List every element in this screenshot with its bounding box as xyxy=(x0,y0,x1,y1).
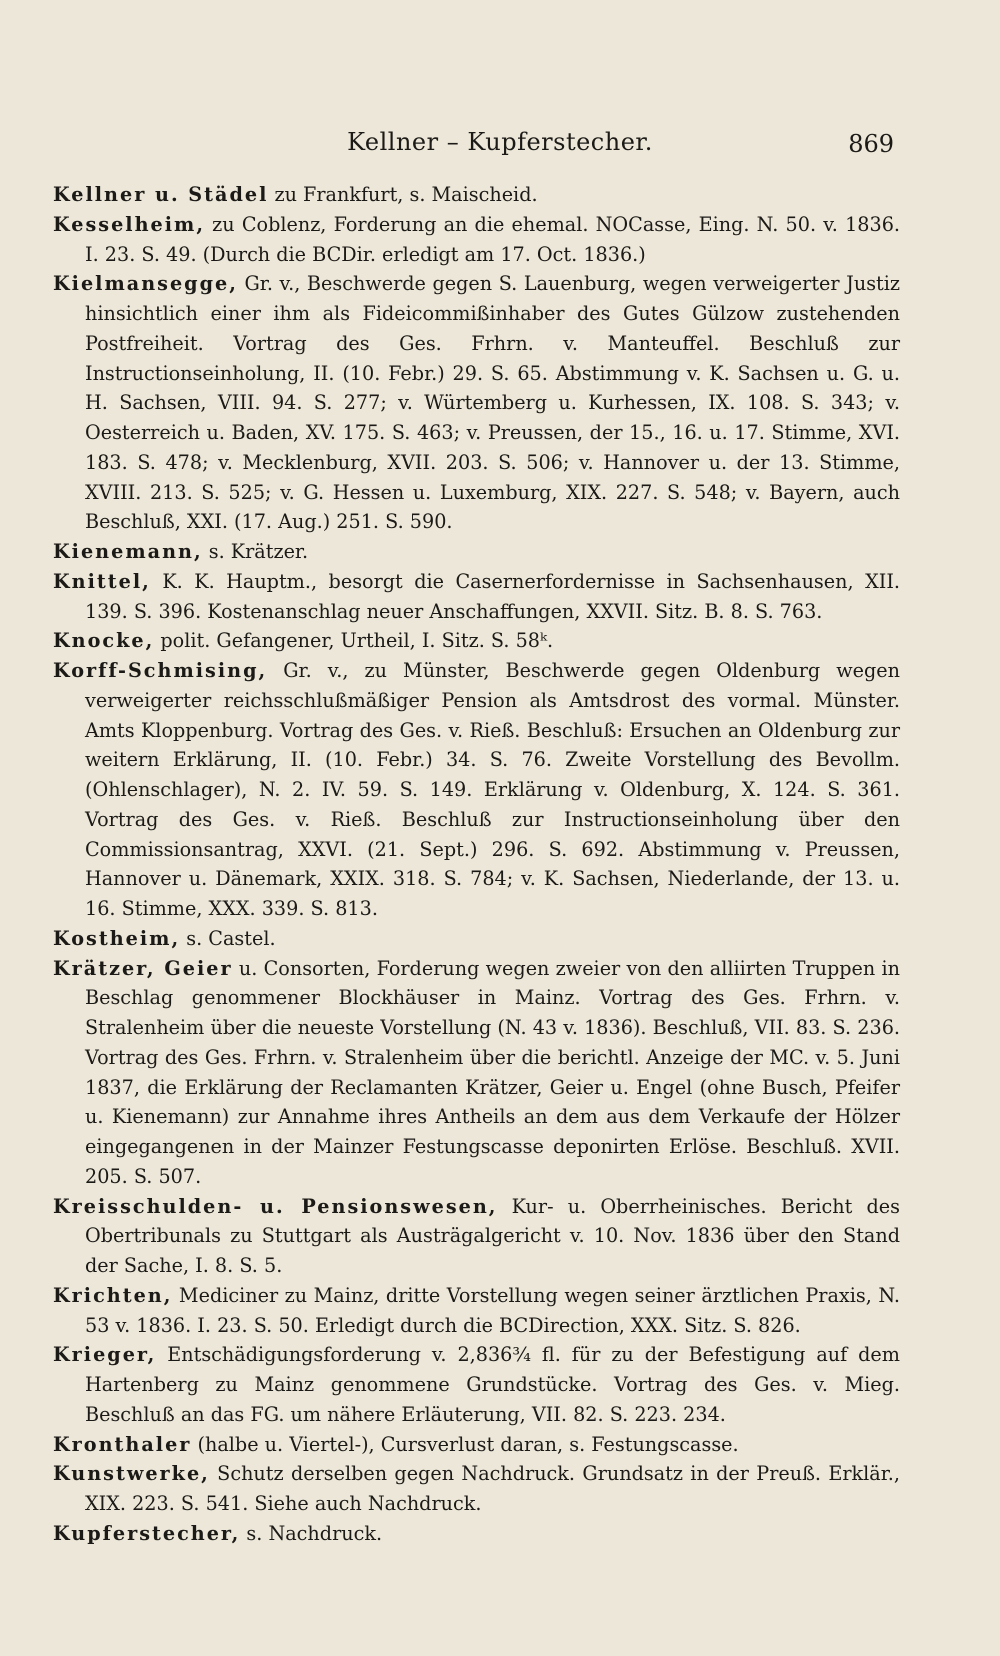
entry-headword: Kellner u. Städel xyxy=(53,183,269,206)
entry-headword: Kreisschulden- u. Pensionswesen, xyxy=(53,1194,498,1218)
entry-headword: Kielmansegge, xyxy=(53,272,238,296)
page-number: 869 xyxy=(848,130,894,158)
entry-text: Schutz derselben gegen Nachdruck. Grundsatz in der Preuß. Erklär., XIX. 223. S. 541. Siehe auch Nachdruck. xyxy=(85,1462,900,1515)
entry-text: u. Consorten, Forderung wegen zweier von den alliirten Truppen in Beschlag genommener Blockhäuser in Mainz. Vortrag des Ges. Frhrn. v. Stralenheim über die neueste Vorstellung (N. 43 v. 1836). Beschluß, VII. 83. S. 236. Vortrag des Ges. Frhrn. v. Stralenheim über die berichtl. Anzeige der MC. v. 5. Juni 1837, die Erklärung der Reclamanten Krätzer, Geier u. Engel (ohne Busch, Pfeifer u. Kienemann) zur Annahme ihres Antheils an dem aus dem Verkaufe der Hölzer eingegangenen in der Mainzer Festungscasse deponirten Erlöse. Beschluß. XVII. 205. S. 507. xyxy=(85,956,900,1188)
index-entry xyxy=(53,180,900,210)
entry-headword: Knittel, xyxy=(53,569,151,593)
index-entry xyxy=(53,924,900,954)
entry-text: Mediciner zu Mainz, dritte Vorstellung wegen seiner ärztlichen Praxis, N. 53 v. 1836. I. 23. S. 50. Erledigt durch die BCDirection, XXX. Sitz. S. 826. xyxy=(85,1283,900,1337)
entry-headword: Krätzer, Geier xyxy=(53,956,233,980)
index-entry xyxy=(53,656,900,924)
index-entry xyxy=(53,269,900,537)
entry-text: polit. Gefangener, Urtheil, I. Sitz. S. 58ᵏ. xyxy=(154,629,554,653)
entry-headword: Knocke, xyxy=(53,629,155,653)
page-header xyxy=(0,118,1000,158)
index-entry xyxy=(53,1519,900,1549)
index-entry xyxy=(53,537,900,567)
entry-text: K. K. Hauptm., besorgt die Casernerfordernisse in Sachsenhausen, XII. 139. S. 396. Kostenanschlag neuer Anschaffungen, XXVII. Sitz. B. 8. S. 763. xyxy=(85,569,900,623)
index-entry xyxy=(53,1430,900,1460)
entry-text: s. Castel. xyxy=(180,926,276,950)
index-entry xyxy=(53,626,900,656)
entry-headword: Kienemann, xyxy=(53,540,203,563)
entry-text: s. Nachdruck. xyxy=(240,1521,383,1545)
index-entry xyxy=(53,210,900,270)
entry-headword: Kronthaler xyxy=(53,1432,192,1456)
entry-headword: Kostheim, xyxy=(53,926,181,950)
entry-text: Entschädigungsforderung v. 2,836³⁄₄ fl. für zu der Befestigung auf dem Hartenberg zu Mainz genommene Grundstücke. Vortrag des Ges. v. Mieg. Beschluß an das FG. um nähere Erläuterung, VII. 82. S. 223. 234. xyxy=(85,1343,900,1426)
entry-text: s. Krätzer. xyxy=(202,540,309,563)
entry-text: Gr. v., zu Münster, Beschwerde gegen Oldenburg wegen verweigerter reichsschlußmäßiger Pension als Amtsdrost des vormal. Münster. Amts Kloppenburg. Vortrag des Ges. v. Rieß. Beschluß: Ersuchen an Oldenburg zur weitern Erklärung, II. (10. Febr.) 34. S. 76. Zweite Vorstellung des Bevollm. (Ohlenschlager), N. 2. IV. 59. S. 149. Erklärung v. Oldenburg, X. 124. S. 361. Vortrag des Ges. v. Rieß. Beschluß zur Instructionseinholung über den Commissionsantrag, XXVI. (21. Sept.) 296. S. 692. Abstimmung v. Preussen, Hannover u. Dänemark, XXIX. 318. S. 784; v. K. Sachsen, Niederlande, der 13. u. 16. Stimme, XXX. 339. S. 813. xyxy=(85,659,900,920)
entry-headword: Krieger, xyxy=(53,1343,157,1367)
index-entry xyxy=(53,1192,900,1281)
index-entry xyxy=(53,567,900,627)
index-entry xyxy=(53,1459,900,1519)
entry-text: zu Coblenz, Forderung an die ehemal. NOCasse, Eing. N. 50. v. 1836. I. 23. S. 49. (Durch die BCDir. erledigt am 17. Oct. 1836.) xyxy=(85,212,900,266)
entry-headword: Korff-Schmising, xyxy=(53,659,268,682)
index-entry xyxy=(53,1340,900,1429)
entry-headword: Krichten, xyxy=(53,1283,173,1307)
entry-headword: Kupferstecher, xyxy=(53,1521,241,1545)
entry-text: (halbe u. Viertel-), Cursverlust daran, s. Festungscasse. xyxy=(191,1432,739,1456)
entry-headword: Kesselheim, xyxy=(53,212,205,236)
entry-text: Kur- u. Oberrheinisches. Bericht des Obertribunals zu Stuttgart als Austrägalgericht v. 10. Nov. 1836 über den Stand der Sache, I. 8. S. 5. xyxy=(85,1194,901,1277)
entry-text: Gr. v., Beschwerde gegen S. Lauenburg, wegen verweigerter Justiz hinsichtlich einer ihm als Fideicommißinhaber des Gutes Gülzow zustehenden Postfreiheit. Vortrag des Ges. Frhrn. v. Manteuffel. Beschluß zur Instructionseinholung, II. (10. Febr.) 29. S. 65. Abstimmung v. K. Sachsen u. G. u. H. Sachsen, VIII. 94. S. 277; v. Würtemberg u. Kurhessen, IX. 108. S. 343; v. Oesterreich u. Baden, XV. 175. S. 463; v. Preussen, der 15., 16. u. 17. Stimme, XVI. 183. S. 478; v. Mecklenburg, XVII. 203. S. 506; v. Hannover u. der 13. Stimme, XVIII. 213. S. 525; v. G. Hessen u. Luxemburg, XIX. 227. S. 548; v. Bayern, auch Beschluß, XXI. (17. Aug.) 251. S. 590. xyxy=(85,272,900,534)
entry-headword: Kunstwerke, xyxy=(53,1462,210,1486)
entry-text: zu Frankfurt, s. Maischeid. xyxy=(268,183,538,206)
index-body xyxy=(53,180,900,1549)
running-head: Kellner – Kupferstecher. xyxy=(347,128,653,156)
index-entry xyxy=(53,954,900,1192)
index-entry xyxy=(53,1281,900,1341)
